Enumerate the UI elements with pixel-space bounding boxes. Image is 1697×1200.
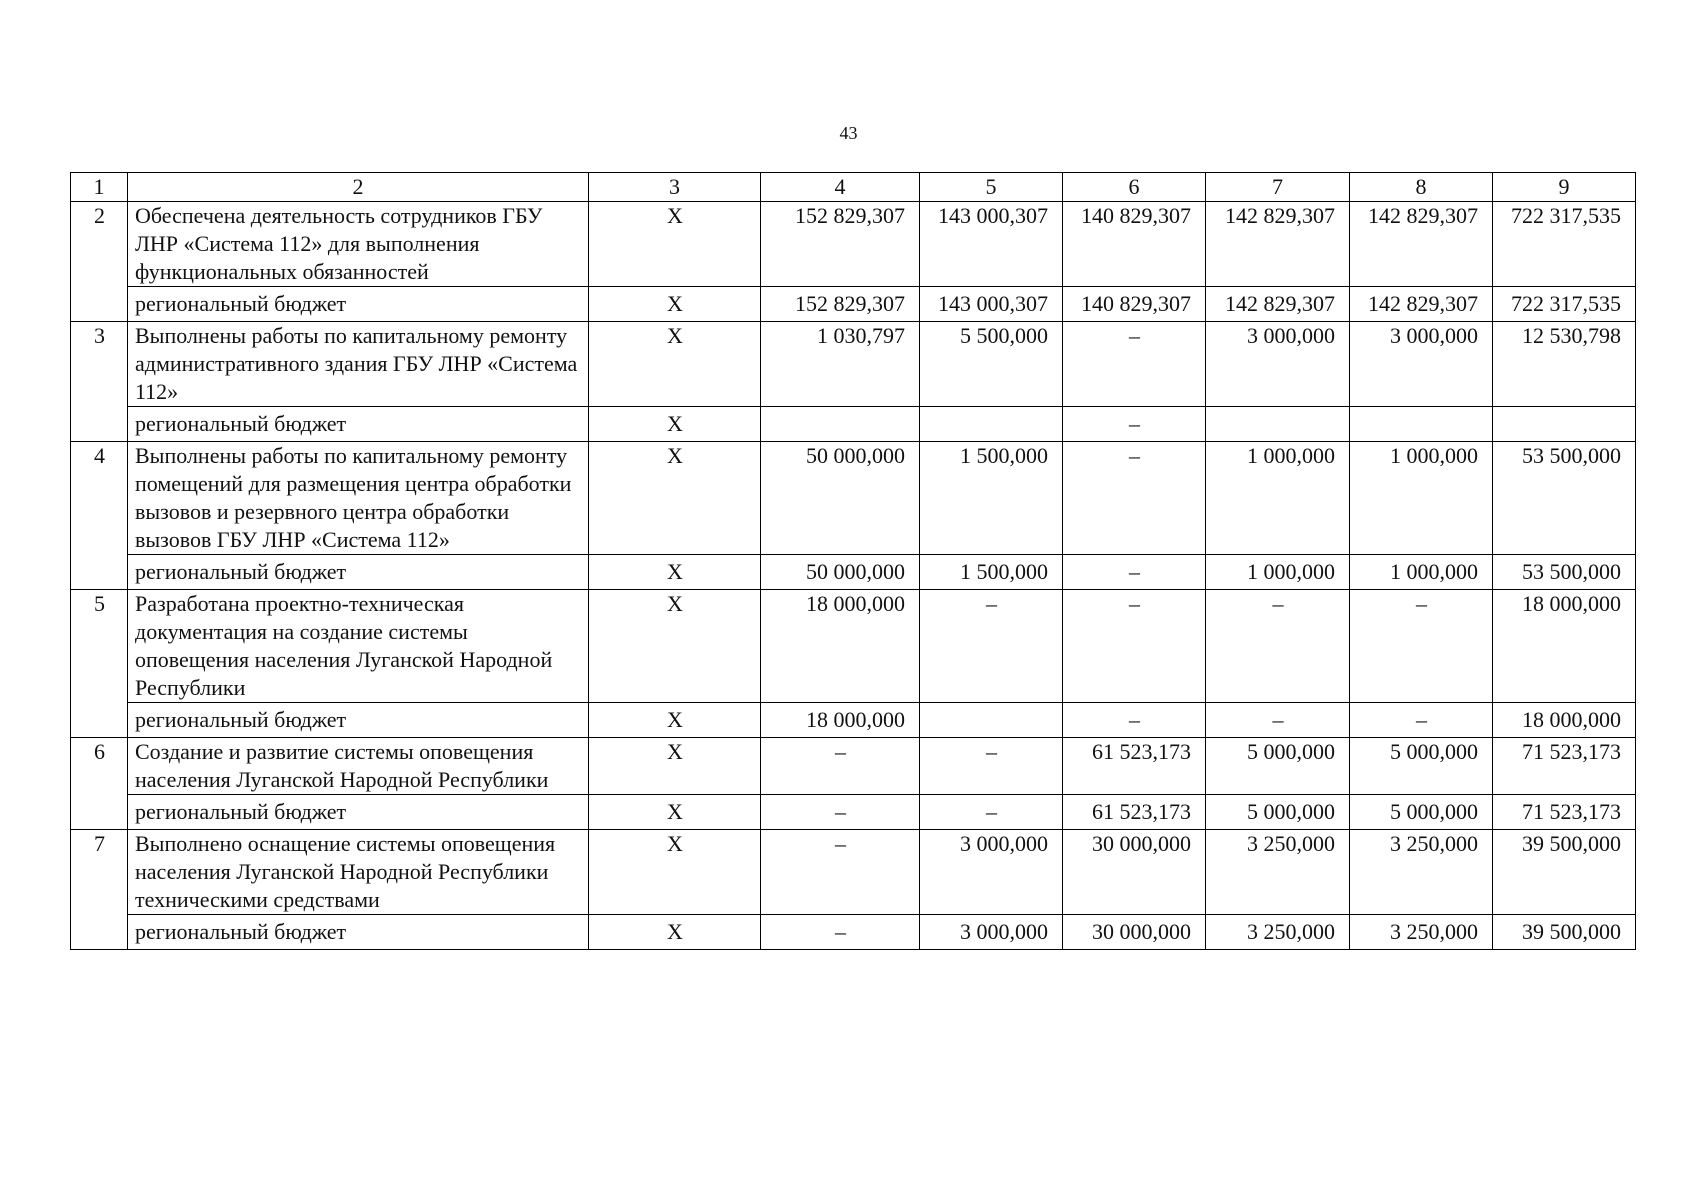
subrow-marker: X	[589, 703, 761, 738]
table-row	[71, 202, 1636, 287]
subrow-value: –	[761, 795, 920, 830]
row-value: 53 500,000	[1493, 442, 1636, 555]
header-cell: 6	[1063, 173, 1206, 202]
row-number: 2	[71, 202, 128, 322]
row-value: 50 000,000	[761, 442, 920, 555]
subrow-value: –	[920, 795, 1063, 830]
row-description: Выполнены работы по капитальному ремонту помещений для размещения центра обработки вызовов и резервного центра обработки вызовов ГБУ ЛНР «Система 112»	[128, 442, 589, 555]
subrow-value: 3 000,000	[920, 915, 1063, 950]
subrow-value: 39 500,000	[1493, 915, 1636, 950]
row-description: Разработана проектно-техническая документация на создание системы оповещения населения Луганской Народной Республики	[128, 590, 589, 703]
subrow-value: –	[1350, 703, 1493, 738]
subrow-marker: X	[589, 287, 761, 322]
table-row	[71, 322, 1636, 407]
row-value: 30 000,000	[1063, 830, 1206, 915]
subrow-description: региональный бюджет	[128, 795, 589, 830]
row-value: 142 829,307	[1350, 202, 1493, 287]
subrow-marker: X	[589, 555, 761, 590]
row-value: 1 030,797	[761, 322, 920, 407]
header-cell: 5	[920, 173, 1063, 202]
subrow-value: 1 000,000	[1350, 555, 1493, 590]
row-marker: X	[589, 322, 761, 407]
row-value: 61 523,173	[1063, 738, 1206, 795]
subrow-value: 142 829,307	[1206, 287, 1350, 322]
subrow-value: 140 829,307	[1063, 287, 1206, 322]
row-value: 1 000,000	[1206, 442, 1350, 555]
row-value: 3 000,000	[1206, 322, 1350, 407]
header-row	[71, 173, 1636, 202]
row-number: 6	[71, 738, 128, 830]
row-value: 5 000,000	[1206, 738, 1350, 795]
subrow-value: 5 000,000	[1350, 795, 1493, 830]
row-value: 3 000,000	[1350, 322, 1493, 407]
page-number: 43	[839, 123, 858, 143]
table-subrow	[71, 703, 1636, 738]
row-description: Обеспечена деятельность сотрудников ГБУ ЛНР «Система 112» для выполнения функциональных обязанностей	[128, 202, 589, 287]
subrow-value: 3 250,000	[1206, 915, 1350, 950]
row-value: 39 500,000	[1493, 830, 1636, 915]
row-value: 18 000,000	[761, 590, 920, 703]
row-value: 722 317,535	[1493, 202, 1636, 287]
subrow-value	[1493, 407, 1636, 442]
table-row	[71, 442, 1636, 555]
header-cell: 3	[589, 173, 761, 202]
row-number: 7	[71, 830, 128, 950]
row-value: –	[1206, 590, 1350, 703]
row-value: –	[1063, 442, 1206, 555]
row-description: Выполнено оснащение системы оповещения населения Луганской Народной Республики техническими средствами	[128, 830, 589, 915]
subrow-description: региональный бюджет	[128, 287, 589, 322]
table-subrow	[71, 287, 1636, 322]
subrow-description: региональный бюджет	[128, 555, 589, 590]
subrow-marker: X	[589, 407, 761, 442]
row-description: Выполнены работы по капитальному ремонту административного здания ГБУ ЛНР «Система 112»	[128, 322, 589, 407]
subrow-value: –	[1063, 703, 1206, 738]
row-marker: X	[589, 442, 761, 555]
row-value: –	[761, 830, 920, 915]
row-value: 18 000,000	[1493, 590, 1636, 703]
row-marker: X	[589, 830, 761, 915]
row-value: 1 000,000	[1350, 442, 1493, 555]
subrow-value: 142 829,307	[1350, 287, 1493, 322]
subrow-value: 71 523,173	[1493, 795, 1636, 830]
subrow-value: –	[761, 915, 920, 950]
row-value: 3 250,000	[1206, 830, 1350, 915]
subrow-value: 3 250,000	[1350, 915, 1493, 950]
row-marker: X	[589, 590, 761, 703]
subrow-value: –	[1206, 703, 1350, 738]
table-row	[71, 590, 1636, 703]
row-number: 5	[71, 590, 128, 738]
table-subrow	[71, 407, 1636, 442]
row-value: –	[920, 590, 1063, 703]
subrow-value: 1 000,000	[1206, 555, 1350, 590]
table-subrow	[71, 795, 1636, 830]
row-value: 140 829,307	[1063, 202, 1206, 287]
subrow-value	[1350, 407, 1493, 442]
row-value: –	[1350, 590, 1493, 703]
subrow-value: 53 500,000	[1493, 555, 1636, 590]
header-cell: 1	[71, 173, 128, 202]
row-description: Создание и развитие системы оповещения населения Луганской Народной Республики	[128, 738, 589, 795]
row-value: –	[761, 738, 920, 795]
subrow-value: 152 829,307	[761, 287, 920, 322]
row-value: 152 829,307	[761, 202, 920, 287]
subrow-value: 30 000,000	[1063, 915, 1206, 950]
subrow-value	[920, 407, 1063, 442]
row-value: –	[1063, 322, 1206, 407]
subrow-value: 18 000,000	[761, 703, 920, 738]
subrow-value: 1 500,000	[920, 555, 1063, 590]
row-value: –	[920, 738, 1063, 795]
row-marker: X	[589, 738, 761, 795]
row-number: 3	[71, 322, 128, 442]
subrow-description: региональный бюджет	[128, 915, 589, 950]
header-cell: 4	[761, 173, 920, 202]
subrow-value: 18 000,000	[1493, 703, 1636, 738]
header-cell: 7	[1206, 173, 1350, 202]
subrow-description: региональный бюджет	[128, 407, 589, 442]
row-value: 142 829,307	[1206, 202, 1350, 287]
row-number: 4	[71, 442, 128, 590]
header-cell: 8	[1350, 173, 1493, 202]
subrow-value	[920, 703, 1063, 738]
subrow-value: 143 000,307	[920, 287, 1063, 322]
subrow-value	[1206, 407, 1350, 442]
row-value: 71 523,173	[1493, 738, 1636, 795]
table-row	[71, 830, 1636, 915]
table-subrow	[71, 915, 1636, 950]
subrow-value: 722 317,535	[1493, 287, 1636, 322]
subrow-value: 50 000,000	[761, 555, 920, 590]
row-value: 5 000,000	[1350, 738, 1493, 795]
budget-table	[70, 172, 1636, 950]
row-value: 3 000,000	[920, 830, 1063, 915]
row-value: 12 530,798	[1493, 322, 1636, 407]
row-value: 5 500,000	[920, 322, 1063, 407]
row-value: 143 000,307	[920, 202, 1063, 287]
row-marker: X	[589, 202, 761, 287]
header-cell: 2	[128, 173, 589, 202]
subrow-description: региональный бюджет	[128, 703, 589, 738]
row-value: 1 500,000	[920, 442, 1063, 555]
subrow-value: –	[1063, 407, 1206, 442]
row-value: –	[1063, 590, 1206, 703]
subrow-marker: X	[589, 915, 761, 950]
subrow-value: 61 523,173	[1063, 795, 1206, 830]
table-row	[71, 738, 1636, 795]
subrow-value: 5 000,000	[1206, 795, 1350, 830]
subrow-value	[761, 407, 920, 442]
row-value: 3 250,000	[1350, 830, 1493, 915]
table-subrow	[71, 555, 1636, 590]
subrow-value: –	[1063, 555, 1206, 590]
subrow-marker: X	[589, 795, 761, 830]
header-cell: 9	[1493, 173, 1636, 202]
